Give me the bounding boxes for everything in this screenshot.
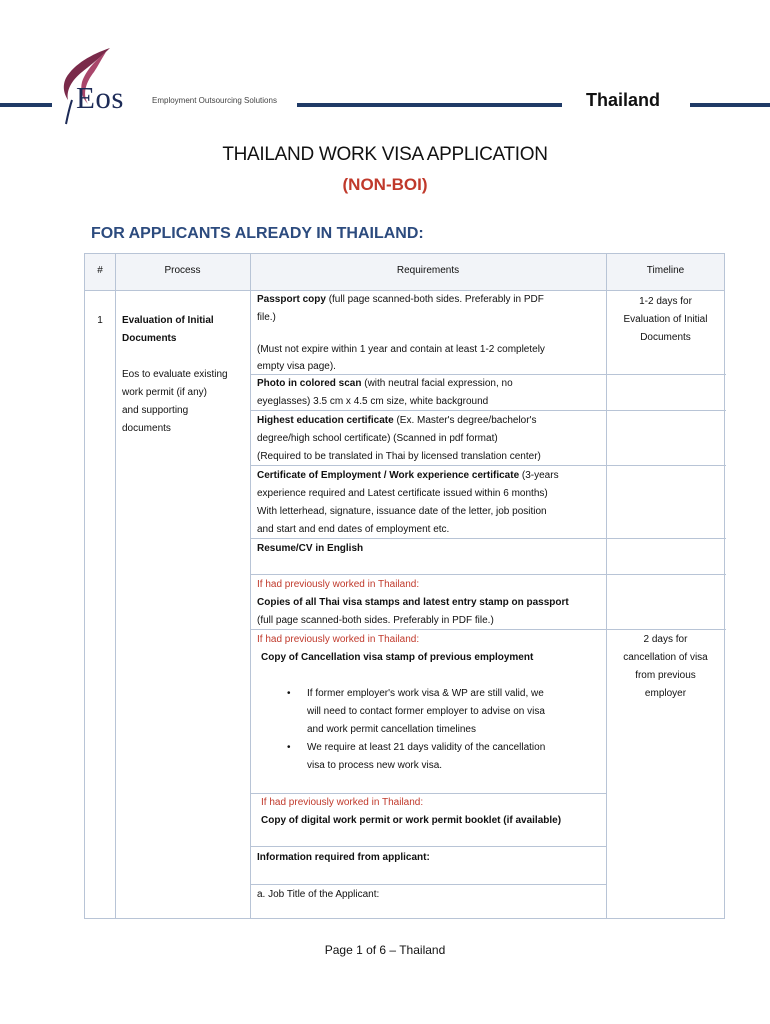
process-title-line1: Evaluation of Initial xyxy=(122,315,214,326)
req-passport-note-l2: empty visa page). xyxy=(257,361,336,372)
row-divider xyxy=(250,629,726,630)
timeline-1-l3: Documents xyxy=(640,332,691,343)
req-prev-worked-1: If had previously worked in Thailand: xyxy=(257,579,420,590)
req-photo: Photo in colored scan (with neutral facial expression, no xyxy=(257,378,513,389)
col-divider xyxy=(115,254,116,918)
process-desc-line: work permit (if any) xyxy=(122,387,208,398)
header-requirements: Requirements xyxy=(396,265,460,276)
row-divider xyxy=(250,884,606,885)
timeline-2-l1: 2 days for xyxy=(643,634,688,645)
req-work-permit-copy: Copy of digital work permit or work permit booklet (if available) xyxy=(261,815,562,826)
process-desc-line: documents xyxy=(122,423,171,434)
req-info-heading: Information required from applicant: xyxy=(257,852,430,863)
req-passport-note-l1: (Must not expire within 1 year and contain at least 1-2 completely xyxy=(257,344,545,355)
col-divider xyxy=(250,254,251,918)
timeline-1-l2: Evaluation of Initial xyxy=(623,314,708,325)
process-title-line2: Documents xyxy=(122,333,177,344)
document-subtitle: (NON-BOI) xyxy=(342,175,428,194)
req-passport-l2: file.) xyxy=(257,312,276,323)
process-desc-line: and supporting xyxy=(122,405,189,416)
row-number: 1 xyxy=(97,315,103,326)
req-job-title: a. Job Title of the Applicant: xyxy=(257,889,380,900)
section-heading: FOR APPLICANTS ALREADY IN THAILAND: xyxy=(91,225,424,242)
logo-wordmark: Eos xyxy=(76,80,124,115)
list-item: • If former employer's work visa & WP are still valid, we will need to contact former employer to advise on visa and work permit cancellation timelines xyxy=(287,688,545,735)
req-prev-worked-2: If had previously worked in Thailand: xyxy=(257,634,420,645)
table-header-row xyxy=(85,254,724,291)
req-resume: Resume/CV in English xyxy=(257,543,364,554)
header-rule-left xyxy=(0,103,52,107)
header-rule-right xyxy=(690,103,770,107)
req-employment-l3: With letterhead, signature, issuance date of the letter, job position xyxy=(257,506,547,517)
row-divider xyxy=(250,574,726,575)
row-divider xyxy=(250,465,726,466)
header-process: Process xyxy=(164,265,201,276)
list-item: • We require at least 21 days validity of the cancellation visa to process new work visa. xyxy=(287,742,546,771)
document-title: THAILAND WORK VISA APPLICATION xyxy=(222,144,548,165)
page-footer: Page 1 of 6 – Thailand xyxy=(324,943,446,957)
header-country: Thailand xyxy=(586,90,661,110)
process-desc-line: Eos to evaluate existing xyxy=(122,369,228,380)
row-divider xyxy=(250,410,726,411)
req-education: Highest education certificate (Ex. Master's degree/bachelor's xyxy=(257,415,537,426)
req-passport: Passport copy (full page scanned-both sides. Preferably in PDF xyxy=(257,294,544,305)
timeline-2-l2: cancellation of visa xyxy=(623,652,708,663)
req-employment-l4: and start and end dates of employment etc. xyxy=(257,524,450,535)
requirements-table xyxy=(84,253,725,919)
req-photo-l2: eyeglasses) 3.5 cm x 4.5 cm size, white background xyxy=(257,396,489,407)
row-divider xyxy=(250,538,726,539)
req-prev-worked-3: If had previously worked in Thailand: xyxy=(261,797,424,808)
header-rule-middle xyxy=(297,103,562,107)
timeline-1-l1: 1-2 days for xyxy=(639,296,692,307)
header-timeline: Timeline xyxy=(646,265,685,276)
timeline-2-l3: from previous xyxy=(635,670,696,681)
req-education-l3: (Required to be translated in Thai by licensed translation center) xyxy=(257,451,541,462)
cancellation-bullets xyxy=(257,685,597,775)
req-education-l2: degree/high school certificate) (Scanned in pdf format) xyxy=(257,433,498,444)
req-employment-l2: experience required and Latest certificate issued within 6 months) xyxy=(257,488,548,499)
req-visa-stamps-note: (full page scanned-both sides. Preferably in PDF file.) xyxy=(257,615,494,626)
req-cancellation: Copy of Cancellation visa stamp of previous employment xyxy=(261,652,534,663)
timeline-2-l4: employer xyxy=(644,688,687,699)
req-visa-stamps: Copies of all Thai visa stamps and latest entry stamp on passport xyxy=(257,597,569,608)
header-num: # xyxy=(97,265,103,276)
req-employment: Certificate of Employment / Work experience certificate (3-years xyxy=(257,470,559,481)
col-divider xyxy=(606,254,607,918)
logo-tagline: Employment Outsourcing Solutions xyxy=(152,96,277,105)
row-divider xyxy=(250,846,606,847)
